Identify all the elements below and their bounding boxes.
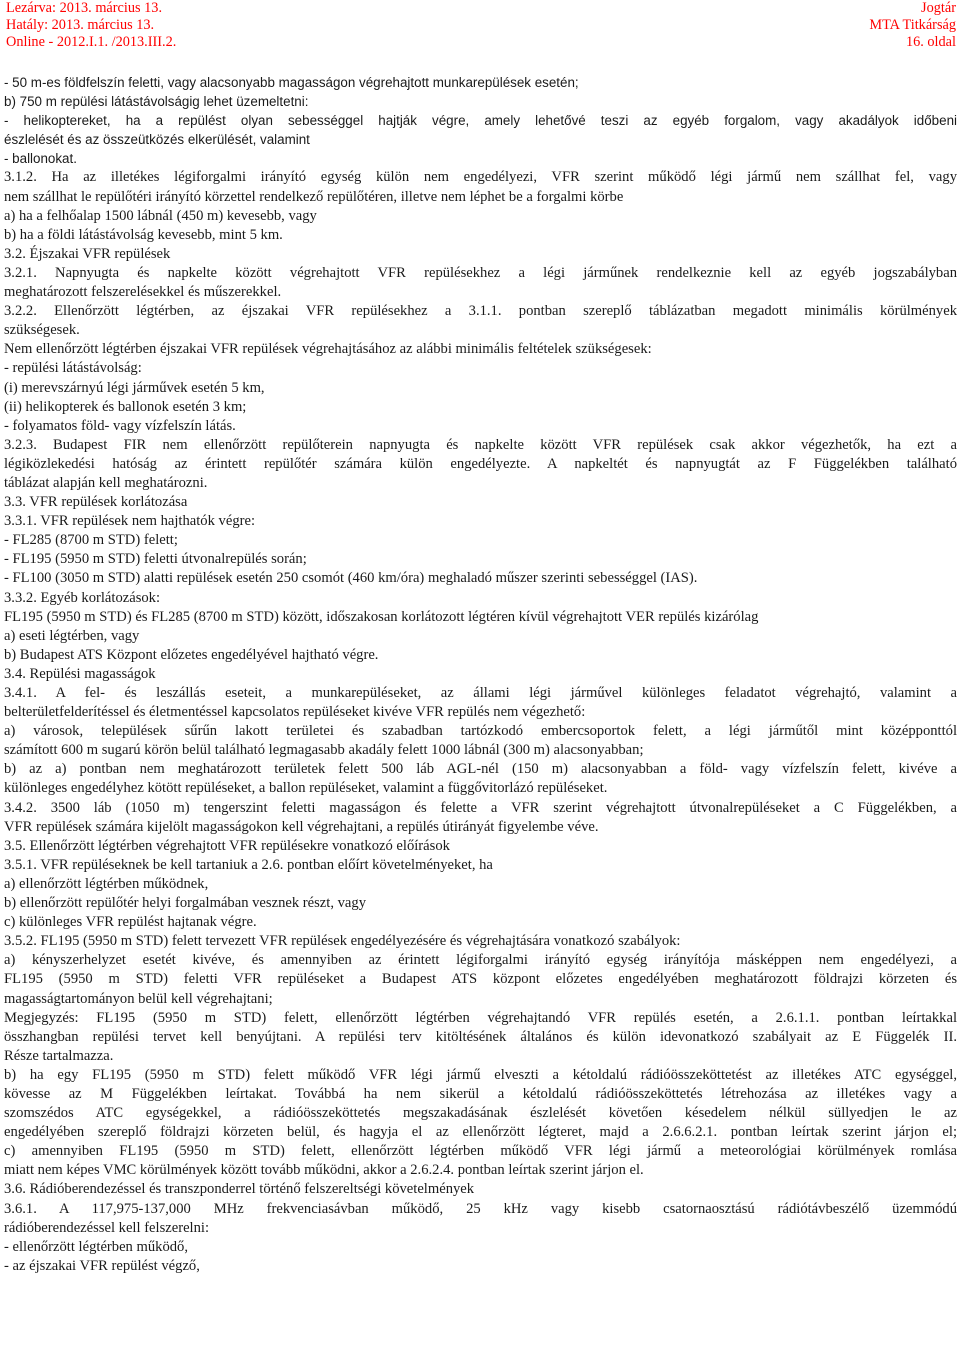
text-line: meghatározott felszerelésekkel és műszerekkel. <box>4 284 282 301</box>
text-line: különleges engedélyhez kötött repüléseket, a ballon repüléseket, valamint a függővitorlázó repüléseket. <box>4 780 608 797</box>
text-line: (i) merevszárnyú légi járművek esetén 5 km, <box>4 379 265 396</box>
text-line: 3.2.1. Napnyugta és napkelte között végrehajtott VFR repülésekhez a légi járműnek rendelkeznie kell az egyéb jogszabályban <box>4 264 957 281</box>
header-left <box>6 0 176 51</box>
text-line: 3.4.1. A fel- és leszállás eseteit, a munkarepüléseket, az állami légi járművel különleges feladatot végrehajtó, valamint a <box>4 685 957 701</box>
text-line: - ellenőrzött légtérben működő, <box>4 1238 188 1255</box>
text-line: b) Budapest ATS Központ előzetes engedélyével hajtható végre. <box>4 646 379 663</box>
text-line: 3.1.2. Ha az illetékes légiforgalmi irányító egység külön nem engedélyezi, VFR szerint működő légi jármű nem szállhat fel, vagy <box>4 169 957 186</box>
text-line: - 50 m-es földfelszín feletti, vagy alacsonyabb magasságon végrehajtott munkarepülések esetén; <box>4 75 579 90</box>
text-line: Megjegyzés: FL195 (5950 m STD) felett, ellenőrzött légtérben végrehajtandó VFR repülés esetén, a 2.6.1.1. pontban leírtakkal <box>4 1009 957 1026</box>
text-line: Része tartalmazza. <box>4 1047 114 1064</box>
text-line: szükségesek. <box>4 322 80 339</box>
text-line: szomszédos ATC egységekkel, a rádióösszeköttetés megszakadásának észlelését követően késedelem nélkül süllyedjen le az <box>4 1105 957 1122</box>
text-line: a) eseti légtérben, vagy <box>4 627 140 644</box>
text-line: engedélyében szereplő földrajzi körzeten belül, és hagyja el az ellenőrzött légteret, majd a 2.6.6.2.1. pontban leírtak szerint járjon el; <box>4 1124 957 1141</box>
text-line: - FL195 (5950 m STD) feletti útvonalrepülés során; <box>4 551 307 568</box>
text-line: 3.6. Rádióberendezéssel és transzponderrel történő felszereltségi követelmények <box>4 1181 475 1198</box>
text-line: 3.6.1. A 117,975-137,000 MHz frekvenciasávban működő, 25 kHz vagy kisebb csatornaosztású rádiótávbeszélő üzemmódú <box>4 1200 957 1217</box>
text-line: táblázat alapján kell meghatározni. <box>4 474 208 491</box>
text-line: a) városok, települések sűrűn lakott területei és szabadban tartózkodó embercsoportok felett, a légi járműtől mint középponttól <box>4 723 957 740</box>
header-closed-date: Lezárva: 2013. március 13. <box>6 0 163 16</box>
text-line: belterületfelderítéssel és életmentéssel kapcsolatos repüléseket kivéve VFR repülés nem végezhető: <box>4 704 586 721</box>
text-line: FL195 (5950 m STD) feletti VFR repüléseket a Budapest ATS központ előzetes engedélyében meghatározott földrajzi körzeten és <box>4 971 957 988</box>
text-line: a) ellenőrzött légtérben működnek, <box>4 875 209 892</box>
text-line: 3.3.1. VFR repülések nem hajthatók végre: <box>4 513 256 530</box>
header-source: Jogtár <box>921 0 956 16</box>
text-line: b) ha a földi látástávolság kevesebb, mint 5 km. <box>4 226 283 243</box>
text-line: - FL285 (8700 m STD) felett; <box>4 532 178 549</box>
text-line: 3.5.2. FL195 (5950 m STD) felett tervezett VFR repülések engedélyezésére és végrehajtására vonatkozó szabályok: <box>4 933 681 950</box>
text-line: összhangban repülési tervet kell benyújtani. A repülési terv kitöltésének általános és külön idevonatkozó szabályait az E Függelék II. <box>4 1028 957 1045</box>
text-line: 3.4. Repülési magasságok <box>4 665 156 682</box>
text-line: - az éjszakai VFR repülést végző, <box>4 1257 200 1274</box>
text-line: b) 750 m repülési látástávolságig lehet üzemeltetni: <box>4 94 309 110</box>
text-line: (ii) helikopterek és ballonok esetén 3 km; <box>4 398 247 415</box>
text-line: rádióberendezéssel kell felszerelni: <box>4 1219 210 1236</box>
text-line: 3.2.3. Budapest FIR nem ellenőrzött repülőterein napnyugta és napkelte között VFR repülések csak akkor végezhetők, ha ezt a <box>4 436 957 453</box>
text-line: miatt nem képes VMC körülmények között tovább működni, akkor a 2.6.2.4. pontban leírtak szerint járjon el. <box>4 1162 644 1179</box>
text-line: c) amennyiben FL195 (5950 m STD) felett, ellenőrzött légtérben működő VFR légi jármű a meteorológiai körülmények romlása <box>4 1143 957 1160</box>
text-line: 3.3. VFR repülések korlátozása <box>4 494 188 511</box>
text-line: számított 600 m sugarú körön belül található legmagasabb akadály felett 1000 lábnál (300 m) alacsonyabban; <box>4 742 644 759</box>
header-page-number: 16. oldal <box>905 34 956 50</box>
header-online-range: Online - 2012.I.1. /2013.III.2. <box>6 34 177 50</box>
text-line: 3.5.1. VFR repüléseknek be kell tartaniuk a 2.6. pontban előírt követelményeket, ha <box>4 856 493 873</box>
text-line: - FL100 (3050 m STD) alatti repülések esetén 250 csomót (460 km/óra) meghaladó műszer szerinti sebességgel (IAS). <box>4 570 698 587</box>
text-line: FL195 (5950 m STD) és FL285 (8700 m STD) között, időszakosan korlátozott légtéren kívül végrehajtott VER repülés kizárólag <box>4 608 759 625</box>
text-line: - ballonokat. <box>4 151 77 167</box>
text-line: b) ha egy FL195 (5950 m STD) felett működő VFR légi jármű elveszti a kétoldalú rádióösszeköttetést az illetékes ATC egységgel, <box>4 1066 957 1083</box>
text-line: nem szállhat le repülőtéri irányító körzettel rendelkező repülőtéren, illetve nem léphet be a forgalmi körbe <box>4 188 624 205</box>
text-line: magasságtartományon belül kell végrehajtani; <box>4 990 273 1007</box>
text-line: 3.3.2. Egyéb korlátozások: <box>4 589 161 606</box>
text-line: 3.2. Éjszakai VFR repülések <box>4 245 171 262</box>
text-line: 3.5. Ellenőrzött légtérben végrehajtott VFR repülésekre vonatkozó előírások <box>4 837 450 854</box>
text-line: - folyamatos föld- vagy vízfelszín látás. <box>4 417 236 434</box>
text-line: c) különleges VFR repülést hajtanak végre. <box>4 914 257 931</box>
text-line: Nem ellenőrzött légtérben éjszakai VFR repülések végrehajtásához az alábbi minimális feltételek szükségesek: <box>4 341 652 358</box>
text-line: b) az a) pontban nem meghatározott területek felett 500 láb AGL-nél (150 m) alacsonyabban a föld- vagy vízfelszín felett, kivéve a <box>4 761 957 778</box>
document-body <box>4 73 957 1276</box>
text-line: 3.2.2. Ellenőrzött légtérben, az éjszakai VFR repülésekhez a 3.1.1. pontban szereplő táblázatban megadott minimális körülmények <box>4 303 957 320</box>
header-effective-date: Hatály: 2013. március 13. <box>6 17 155 33</box>
text-line: - repülési látástávolság: <box>4 360 142 377</box>
text-line: észlelését és az összeütközés elkerülését, valamint <box>4 132 310 148</box>
text-line: b) ellenőrzött repülőtér helyi forgalmában vesznek részt, vagy <box>4 895 367 912</box>
header-organization: MTA Titkárság <box>869 17 956 33</box>
text-line: kövesse az M Függelékben leírtakat. Továbbá ha nem sikerül a kétoldalú rádióösszeköttetés létrehozása az illetékes vagy a <box>4 1085 957 1102</box>
text-line: légiközlekedési hatóság az érintett repülőtér számára külön engedélyezte. A napkeltét és napnyugtát az F Függelékben található <box>4 455 957 472</box>
text-line: VFR repülések számára kijelölt magasságokon kell végrehajtani, a repülés útirányát figyelembe véve. <box>4 818 599 835</box>
text-line: a) kényszerhelyzet esetét kivéve, és amennyiben az érintett légiforgalmi irányító egység irányítója másképpen nem engedélyezi, a <box>4 952 957 969</box>
header-right <box>869 0 956 51</box>
page-header <box>0 0 960 50</box>
text-line: 3.4.2. 3500 láb (1050 m) tengerszint feletti magasságon és felette a VFR szerint végrehajtott útvonalrepüléseket a C Függelékben, a <box>4 799 957 816</box>
text-line: - helikoptereket, ha a repülést olyan sebességgel hajtják végre, amely lehetővé teszi az egyéb forgalom, vagy akadályok időbeni <box>4 113 957 129</box>
text-line: a) ha a felhőalap 1500 lábnál (450 m) kevesebb, vagy <box>4 207 317 224</box>
